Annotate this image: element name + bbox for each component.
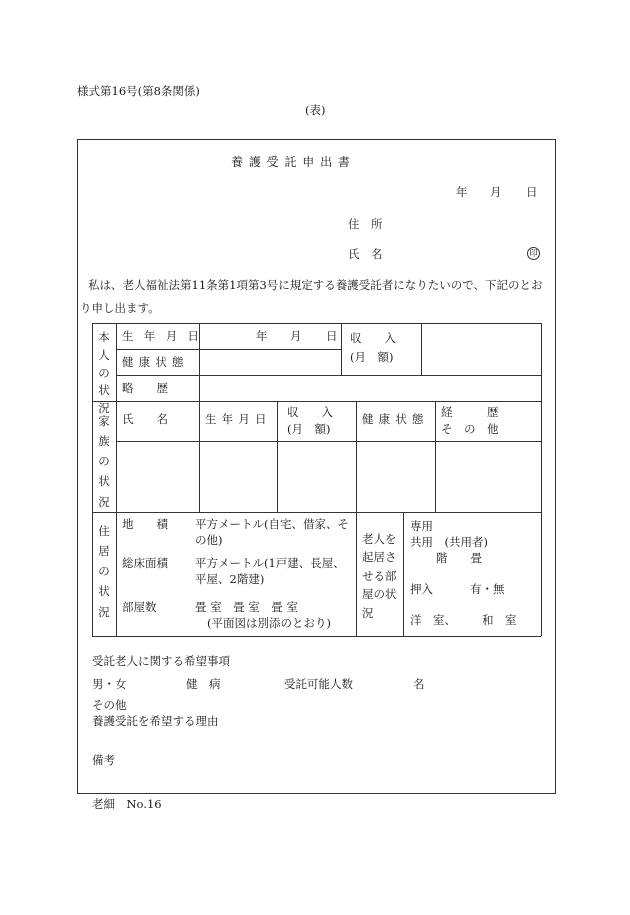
footer-code: 老細 No.16 bbox=[92, 797, 162, 811]
family-section-label: 家族の状況 bbox=[98, 414, 110, 509]
room-status-label: 老人を起居させる部屋の状況 bbox=[362, 532, 397, 620]
housing-rooms-value: 畳 室 畳 室 畳 室 bbox=[195, 600, 298, 614]
form-title: 養 護 受 託 申 出 書 bbox=[231, 155, 351, 169]
seal-mark: 印 bbox=[527, 247, 540, 260]
name-label: 氏 名 bbox=[348, 247, 383, 261]
room-western: 洋 室、 bbox=[410, 613, 456, 627]
date-day: 日 bbox=[526, 185, 538, 199]
family-col-birth: 生年月日 bbox=[205, 412, 272, 426]
family-col-history-bottom: そ の 他 bbox=[441, 422, 499, 436]
family-col-income: 収 入 bbox=[287, 405, 333, 419]
room-closet: 押入 bbox=[410, 582, 433, 596]
self-birth-label: 生年月日 bbox=[122, 329, 210, 343]
self-section-label: 本人の状況 bbox=[98, 330, 110, 416]
self-health-label: 健康状態 bbox=[122, 355, 189, 369]
room-closet-value: 有・無 bbox=[470, 582, 505, 596]
family-col-history-top: 経 歴 bbox=[441, 405, 499, 419]
wishes-other: その他 bbox=[92, 698, 127, 712]
room-tatami: 階 畳 bbox=[436, 551, 482, 565]
declaration-line-1: 私は、老人福祉法第11条第1項第3号に規定する養護受託者になりたいので、下記のとお bbox=[88, 278, 543, 292]
self-birth-year: 年 bbox=[256, 329, 268, 343]
housing-rooms-note: (平面図は別添のとおり) bbox=[207, 616, 331, 630]
self-birth-month: 月 bbox=[290, 329, 302, 343]
housing-land-label: 地 積 bbox=[122, 517, 168, 531]
date-month: 月 bbox=[490, 185, 502, 199]
self-income-label: 収 入 bbox=[350, 331, 396, 345]
housing-land-value-2: の他) bbox=[195, 533, 223, 547]
family-col-name: 氏 名 bbox=[122, 412, 168, 426]
self-history-label: 略 歴 bbox=[122, 381, 168, 395]
housing-floor-label: 総床面積 bbox=[122, 556, 168, 570]
wishes-title: 受託老人に関する希望事項 bbox=[92, 654, 230, 668]
wishes-remarks: 備考 bbox=[92, 753, 115, 767]
date-year: 年 bbox=[456, 185, 468, 199]
housing-floor-value-2: 平屋、2階建) bbox=[195, 572, 265, 586]
self-income-sub: (月 額) bbox=[350, 350, 394, 364]
wishes-capacity: 受託可能人数 bbox=[284, 677, 353, 691]
wishes-health: 健 病 bbox=[186, 677, 221, 691]
housing-floor-value-1: 平方メートル(1戸建、長屋、 bbox=[195, 556, 345, 570]
room-japanese: 和 室 bbox=[482, 613, 517, 627]
family-col-income-sub: (月 額) bbox=[287, 422, 331, 436]
wishes-reason: 養護受託を希望する理由 bbox=[92, 714, 219, 728]
address-label: 住 所 bbox=[348, 217, 383, 231]
housing-rooms-label: 部屋数 bbox=[122, 600, 157, 614]
side-label: (表) bbox=[305, 103, 326, 117]
declaration-line-2: り申し出ます。 bbox=[80, 301, 160, 315]
form-frame bbox=[77, 139, 556, 794]
housing-section-label: 住居の状況 bbox=[98, 524, 110, 619]
family-col-health: 健康状態 bbox=[362, 412, 429, 426]
wishes-gender: 男・女 bbox=[92, 677, 127, 691]
room-shared: 共用 (共用者) bbox=[410, 535, 488, 549]
housing-land-value-1: 平方メートル(自宅、借家、そ bbox=[195, 517, 349, 531]
self-birth-day: 日 bbox=[326, 329, 338, 343]
form-number: 様式第16号(第8条関係) bbox=[77, 84, 200, 98]
wishes-capacity-unit: 名 bbox=[413, 677, 425, 691]
room-exclusive: 専用 bbox=[410, 519, 433, 533]
